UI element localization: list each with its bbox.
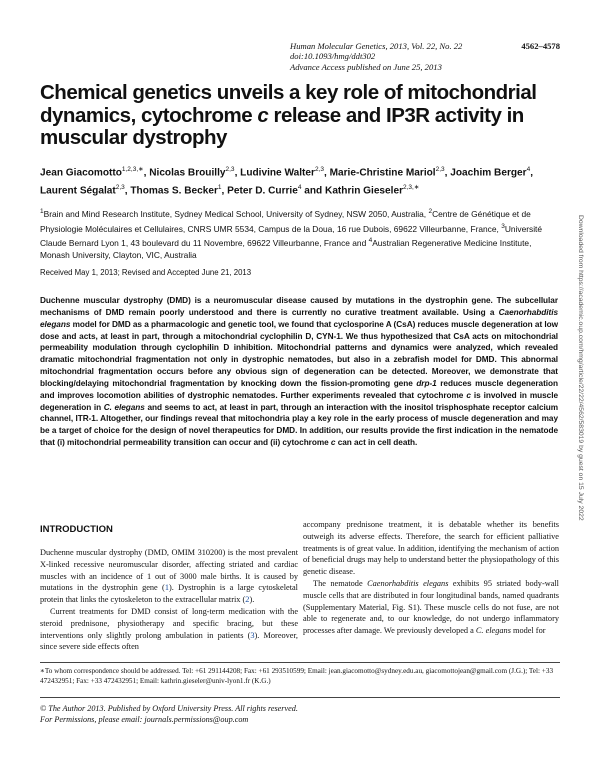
paragraph-text: exhibits 95 striated body-wall muscle cells that are distributed in four longitudinal bands, named quadrants (Supplementary Material, Fig. S1). These muscle cells do not fuse, are not able to regenerate and, to our knowledge, do not undergo inflammatory processes after damage. We previously developed a: [303, 578, 559, 636]
paragraph-text: ). Dystrophin is a large cytoskeletal protein that links the cytoskeleton to the extracellular matrix (: [40, 583, 298, 605]
reference-link[interactable]: 1: [164, 583, 169, 593]
page-range: 4562–4578: [521, 41, 560, 51]
intro-paragraph-2: [40, 606, 298, 653]
species-name: C. elegans: [475, 626, 511, 636]
abstract-italic: Caenorhabditis elegans: [40, 307, 558, 329]
affiliation-text: Centre de Génétique et de Physiologie Moléculaires et Cellulaires, CNRS UMR 5534, Campus de la Doua, 16 rue Dubois, 69622 Villeurbanne, France,: [40, 208, 531, 234]
abstract-text: can act in cell death.: [335, 438, 418, 448]
author-affiliation-marker: 2,3: [314, 166, 324, 173]
article-title: Chemical genetics unveils a key role of mitochondrial dynamics, cytochrome c release and IP3R activity in muscular dystrophy: [40, 81, 537, 149]
reference-link[interactable]: 2: [245, 595, 250, 605]
correspondence-footnote: ∗To whom correspondence should be addressed. Tel: +61 291144208; Fax: +61 293510599; Email: jean.giacomotto@sydney.edu.au, giacomottojean@gmail.com (J.G.); Tel: +33 472432951; Fax: +33 472432951; Email: kathrin.gieseler@univ-lyon1.fr (K.G.): [40, 667, 554, 685]
affiliation-number: 3: [501, 222, 505, 230]
paragraph-text: model for: [510, 626, 546, 636]
abstract: [40, 295, 558, 449]
author-affiliation-marker: 4: [526, 166, 531, 173]
author-list: Jean Giacomotto$^{1,2,3,∗}$, Nicolas Brouilly$^{2,3}$, Ludivine Walter$^{2,3}$, Marie-Christine Mariol$^{2,3}$, Joachim Berger$^4$, Laurent Ségalat$^{2,3}$, Thomas S. Becker$^1$, Peter D. Currie$^4$ and Kathrin Gieseler$^{2,3,∗}$: [40, 166, 534, 197]
affiliation-number: 1: [40, 208, 44, 215]
received-dates: Received May 1, 2013; Revised and Accepted June 21, 2013: [40, 268, 252, 277]
abstract-italic: drp-1: [416, 378, 437, 388]
intro-paragraph-1: [40, 547, 298, 606]
title-italic-c: c: [257, 103, 269, 127]
author-affiliation-marker: 4: [297, 184, 302, 192]
abstract-text: reduces muscle degeneration and improves locomotion abilities of dystrophic nematodes. Further experiments revealed that cytochrome: [40, 378, 558, 400]
abstract-italic: c: [466, 390, 471, 400]
abstract-text: and seems to act, at least in part, through an interaction with the inositol trisphosphate receptor calcium channel, ITR-1. Altogether, our findings reveal that mitochondria play a key role in the early process of muscle degeneration and may be a target of choice for the design of novel therapeutics for DMD. In addition, our results provide the first indication in the nematode that (i) mitochondrial permeability transition can occur and (ii) cytochrome: [40, 402, 558, 448]
author-name[interactable]: Peter D. Currie: [227, 185, 298, 197]
affiliations: [40, 206, 560, 262]
left-column: [40, 524, 298, 653]
author-name[interactable]: Laurent Ségalat: [40, 185, 116, 197]
abstract-italic: c: [330, 438, 336, 448]
download-note[interactable]: Downloaded from https://academic.oup.com/hmg/article/22/22/4562/583019 by guest on 15 July 2022: [577, 215, 584, 521]
author-name[interactable]: Marie-Christine Mariol: [329, 167, 436, 179]
author-affiliation-marker: 1: [217, 184, 222, 192]
author-name[interactable]: Nicolas Brouilly: [149, 167, 226, 179]
affiliation-text: Brain and Mind Research Institute, Sydney Medical School, University of Sydney, NSW 2050, Australia,: [43, 208, 429, 219]
abstract-text: Duchenne muscular dystrophy (DMD) is a neuromuscular disease caused by mutations in the dystrophin gene. The subcellular mechanisms of DMD remain poorly understood and there is currently no curative treatment available. Using a: [40, 296, 558, 317]
author-affiliation-marker: 2,3: [435, 166, 445, 173]
download-watermark: [572, 215, 587, 635]
author-name[interactable]: Thomas S. Becker: [130, 185, 218, 197]
species-name: Caenorhabditis elegans: [367, 578, 449, 588]
abstract-italic: C. elegans: [103, 402, 145, 412]
journal-header: [290, 41, 560, 72]
permissions-line: For Permissions, please email: journals.permissions@oup.com: [40, 715, 249, 724]
abstract-text: model for DMD as a pharmacologic and genetic tool, we found that cyclosporine A (CsA) reduces muscle degeneration at low dose and acts, at least in part, through a mitochondrial cyclophilin D, CYN-1. We thus hypothesized that CsA acts on mitochondrial permeability modulation through cyclophilin D inhibition. Mitochondrial patterns and dynamics were analyzed, which revealed dramatic mitochondrial fragmentation not only in dystrophic nematodes, but also in a zebrafish model for DMD. This abnormal mitochondrial fragmentation occurs before any obvious sign of degeneration can be detected. Moreover, we demonstrate that blocking/delaying mitochondrial fragmentation by knocking down the fission-promoting gene: [40, 319, 558, 388]
affiliation-number: 4: [368, 237, 373, 245]
abstract-text: is involved in muscle degeneration in: [40, 390, 558, 412]
author-affiliation-marker: 1,2,3,∗: [121, 166, 144, 173]
paragraph-text: The nematode: [313, 578, 368, 588]
right-column: [303, 519, 559, 637]
advance-access: Advance Access published on June 25, 2013: [290, 61, 442, 72]
intro-paragraph-3: accompany prednisone treatment, it is debatable whether its benefits outweigh its adverse effects. Therefore, the search for efficient palliative treatments is of great value. In addition, identifying the mechanism of action of beneficial drugs may help to understand better the physiopathology of this genetic disease.: [303, 520, 559, 577]
affiliation-number: 2: [428, 208, 433, 215]
author-name[interactable]: Kathrin Gieseler: [325, 185, 404, 197]
section-heading-introduction: INTRODUCTION: [40, 524, 113, 535]
copyright-line: © The Author 2013. Published by Oxford University Press. All rights reserved.: [40, 704, 298, 713]
footer-divider: [40, 697, 560, 698]
author-name[interactable]: Ludivine Walter: [240, 167, 315, 179]
footnote-divider: [40, 662, 560, 663]
author-affiliation-marker: 2,3: [115, 184, 125, 192]
journal-citation: Human Molecular Genetics, 2013, Vol. 22, No. 22: [290, 41, 463, 51]
affiliation-text: Australian Regenerative Medicine Institute, Monash University, Clayton, VIC, Australia: [40, 237, 532, 260]
paragraph-text: ). Moreover, since severe side effects often: [40, 630, 298, 652]
paragraph-text: Duchenne muscular dystrophy (DMD, OMIM 310200) is the most prevalent X-linked recessive neuromuscular disorder, affecting striated and cardiac muscles with an incidence of 1 out of 3000 male births. It is caused by mutations in the dystrophin gene (: [40, 548, 298, 593]
affiliation-text: Université Claude Bernard Lyon 1, 43 boulevard du 11 Novembre, 69622 Villeurbanne, France and: [40, 223, 543, 248]
doi[interactable]: doi:10.1093/hmg/ddt302: [290, 51, 376, 62]
reference-link[interactable]: 3: [250, 630, 255, 640]
paragraph-text: ).: [249, 595, 255, 605]
intro-paragraph-4: [303, 578, 559, 637]
copyright-block: [40, 703, 560, 725]
author-affiliation-marker: 2,3,∗: [403, 184, 420, 192]
author-name[interactable]: Jean Giacomotto: [40, 167, 122, 179]
author-affiliation-marker: 2,3: [225, 166, 235, 173]
paragraph-text: Current treatments for DMD consist of long-term medication with the steroid prednisone, physiotherapy and specific bracing, but these interventions only slightly prolong ambulation in patients (: [40, 606, 298, 640]
author-name[interactable]: Joachim Berger: [450, 167, 527, 179]
